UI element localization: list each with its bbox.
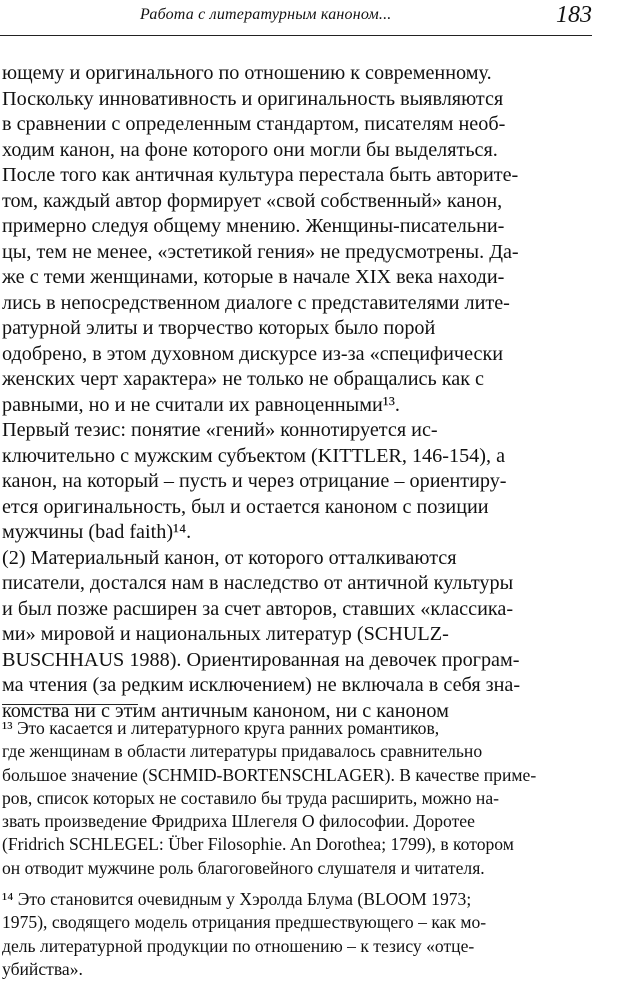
body-line: ходим канон, на фоне которого они могли бы выделяться. [2,138,498,161]
body-line: мужчины (bad faith)¹⁴. [2,521,192,543]
footnote-line: ¹⁴ Это становится очевидным у Хэролда Блума (BLOOM 1973; [2,889,472,910]
footnote-line: убийства». [2,958,83,979]
body-text [2,61,562,724]
footnote-line: звать произведение Фридриха Шлегеля О философии. Доротее [2,811,475,832]
body-line: ми» мировой и национальных литератур (SCHULZ- [2,623,449,645]
body-line: же с теми женщинами, которые в начале XIX века находи- [2,266,505,288]
body-line: ма чтения (за редким исключением) не включала в себя зна- [2,674,521,696]
footnote-line: ров, список которых не составило бы труда расширить, можно на- [2,787,499,808]
footnote-14 [2,888,562,981]
header-rule [0,35,592,36]
body-line: Первый тезис: понятие «гений» коннотируется ис- [2,419,438,441]
body-line: Поскольку инновативность и оригинальность выявляются [2,87,504,110]
body-line: ющему и оригинального по отношению к современному. [2,62,492,84]
footnote-line: 1975), сводящего модель отрицания предшествующего – как мо- [2,912,487,933]
running-head: Работа с литературным каноном... [140,6,392,23]
footnote-line: где женщинам в области литературы придавалось сравнительно [2,741,483,762]
footnote-line: дель литературной продукции по отношению – к тезису «отце- [2,935,475,956]
body-line: (2) Материальный канон, от которого отталкиваются [2,546,457,569]
page-number: 183 [556,2,592,28]
body-line: женских черт характера» не только не обращались как с [2,368,485,390]
footnotes [2,717,562,981]
footnote-line: ¹³ Это касается и литературного круга ранних романтиков, [2,718,440,738]
body-line: в сравнении с определенным стандартом, писателям необ- [2,113,506,135]
body-line: цы, тем не менее, «эстетикой гения» не предусмотрены. Да- [2,240,519,263]
body-line: примерно следуя общему мнению. Женщины-писательни- [2,215,505,237]
body-line: комства ни с этим античным каноном, ни с каноном [2,699,449,722]
footnote-separator [2,704,138,705]
footnote-line: (Fridrich SCHLEGEL: Über Filosophie. An Dorothea; 1799), в котором [2,834,514,855]
page-header [0,0,620,40]
body-line: ратурной элиты и творчество которых было порой [2,317,436,339]
footnote-13 [2,717,562,880]
body-line: равными, но и не считали их равноценными¹³. [2,393,400,416]
body-line: канон, на который – пусть и через отрицание – ориентиру- [2,470,507,492]
body-line: После того как античная культура перестала быть авторите- [2,164,519,186]
body-line: писатели, достался нам в наследство от античной культуры [2,572,514,594]
body-line: ется оригинальность, был и остается каноном с позиции [2,495,489,518]
body-line: ключительно с мужским субъектом (KITTLER, 146-154), а [2,444,506,467]
body-line: BUSCHHAUS 1988). Ориентированная на девочек програм- [2,648,520,671]
footnote-line: он отводит мужчине роль благоговейного слушателя и читателя. [2,857,485,878]
body-line: лись в непосредственном диалоге с представителями лите- [2,291,510,314]
body-line: том, каждый автор формирует «свой собственный» канон, [2,189,503,212]
body-line: одобрено, в этом духовном дискурсе из-за «специфически [2,342,504,365]
body-line: и был позже расширен за счет авторов, ставших «классика- [2,597,514,620]
footnote-line: большое значение (SCHMID-BORTENSCHLAGER). В качестве приме- [2,764,537,785]
